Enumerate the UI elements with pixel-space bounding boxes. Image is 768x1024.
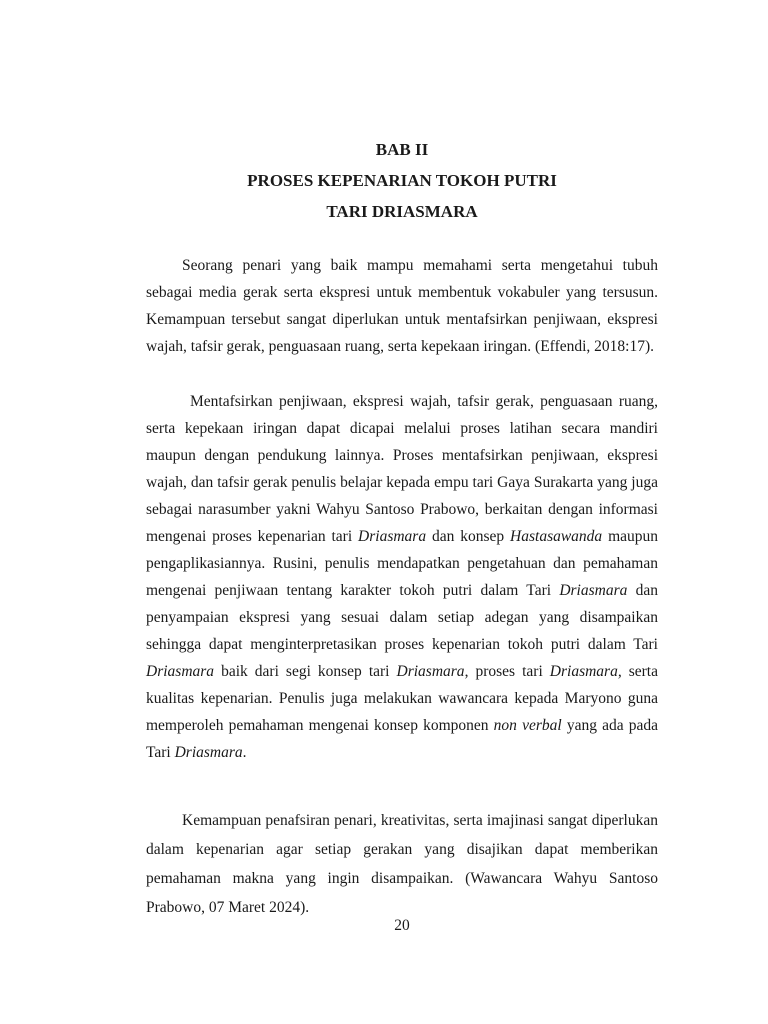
italic-term: Driasmara	[396, 663, 465, 680]
italic-term: non verbal	[493, 717, 562, 734]
chapter-title-line-1: PROSES KEPENARIAN TOKOH PUTRI	[247, 171, 557, 190]
paragraph-2-block	[146, 388, 658, 766]
paragraph-2-text: maupun pengaplikasiannya. Rusini, penulis mendapatkan pengetahuan dan pemahaman mengenai penjiwaan tentang karakter tokoh putri dalam Tari	[146, 528, 659, 599]
paragraph-1-block	[146, 252, 658, 360]
paragraph-2-text: dan konsep	[426, 528, 511, 545]
italic-term: Driasmara	[174, 744, 243, 761]
chapter-heading	[0, 134, 768, 227]
paragraph-1: Seorang penari yang baik mampu memahami serta mengetahui tubuh sebagai media gerak serta ekspresi untuk membentuk vokabuler yang tersusun. Kemampuan tersebut sangat diperlukan untuk mentafsirkan penjiwaan, ekspresi wajah, tafsir gerak, penguasaan ruang, serta kepekaan iringan. (Effendi, 2018:17).	[146, 257, 658, 355]
paragraph-3-block	[146, 806, 658, 922]
paragraph-3: Kemampuan penafsiran penari, kreativitas, serta imajinasi sangat diperlukan dalam kepenarian agar setiap gerakan yang disajikan dapat memberikan pemahaman makna yang ingin disampaikan. (Wawancara Wahyu Santoso Prabowo, 07 Maret 2024).	[146, 812, 658, 916]
paragraph-2	[146, 388, 658, 766]
paragraph-2-text: yang ada pada Tari	[146, 717, 658, 761]
paragraph-2-text: .	[242, 744, 247, 761]
page-number: 20	[394, 917, 410, 934]
italic-term: Driasmara	[358, 528, 427, 545]
paragraph-2-text: dan penyampaian ekspresi yang sesuai dalam setiap adegan yang disampaikan sehingga dapat menginterpretasikan proses kepenarian tokoh putri dalam Tari	[146, 582, 658, 653]
italic-term: Driasmara	[559, 582, 628, 599]
italic-term: Hastasawanda	[510, 528, 603, 545]
paragraph-2-text: serta kualitas kepenarian. Penulis juga melakukan wawancara kepada Maryono guna memperoleh pemahaman mengenai konsep komponen	[146, 663, 658, 734]
italic-term: Driasmara,	[549, 663, 622, 680]
italic-term: Driasmara	[146, 663, 215, 680]
chapter-title-line-2: TARI DRIASMARA	[326, 202, 478, 221]
chapter-label: BAB II	[375, 140, 429, 159]
paragraph-2-text: , proses tari	[464, 663, 550, 680]
paragraph-2-text: baik dari segi konsep tari	[214, 663, 397, 680]
paragraph-2-text: Mentafsirkan penjiwaan, ekspresi wajah, tafsir gerak, penguasaan ruang, serta kepekaan iringan dapat dicapai melalui proses latihan secara mandiri maupun dengan pendukung lainnya. Proses mentafsirkan penjiwaan, ekspresi wajah, dan tafsir gerak penulis belajar kepada empu tari Gaya Surakarta yang juga sebagai narasumber yakni Wahyu Santoso Prabowo, berkaitan dengan informasi mengenai proses kepenarian tari	[146, 393, 658, 545]
